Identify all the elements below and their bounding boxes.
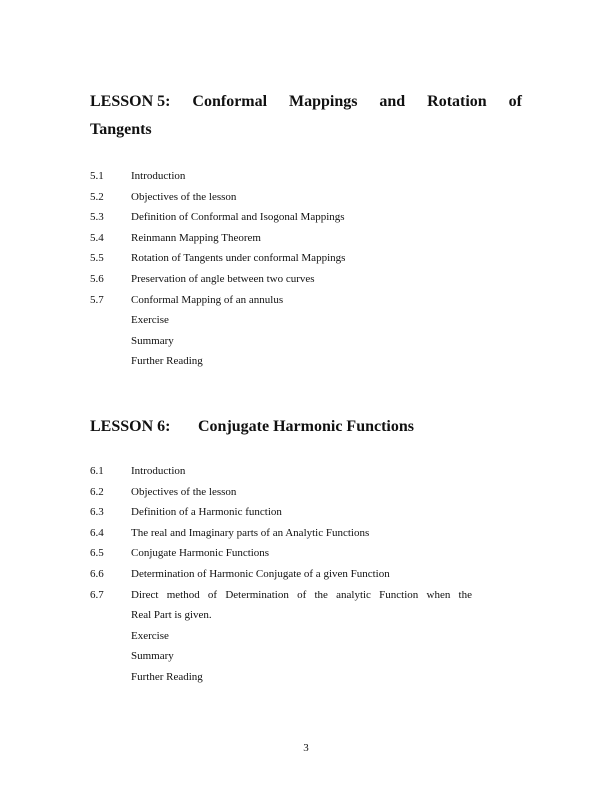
- item-number: 5.5: [90, 252, 104, 265]
- contents-item: [90, 585, 530, 606]
- contents-item: [90, 187, 530, 208]
- lesson-6-heading: [90, 413, 522, 441]
- lesson-5-heading-line1: [90, 88, 522, 116]
- contents-item: [90, 269, 530, 290]
- contents-item: [90, 290, 530, 311]
- item-title: Further Reading: [131, 355, 203, 368]
- item-title: Introduction: [131, 465, 186, 477]
- heading-word: Rotation: [427, 93, 487, 110]
- item-number: 5.4: [90, 231, 104, 244]
- item-title: Reinmann Mapping Theorem: [131, 231, 261, 244]
- contents-item: [90, 646, 530, 667]
- item-number: 5.3: [90, 211, 104, 224]
- lesson-6-title: Conjugate Harmonic Functions: [198, 418, 414, 435]
- item-title: Conformal Mapping of an annulus: [131, 293, 284, 306]
- contents-item: [90, 626, 530, 647]
- item-title: Further Reading: [131, 670, 203, 683]
- lesson-5-heading-line2: Tangents: [90, 121, 152, 138]
- contents-item: [90, 564, 530, 585]
- item-title: Introduction: [131, 170, 186, 182]
- item-number: 6.6: [90, 567, 104, 580]
- item-number: [90, 646, 131, 667]
- item-number: 5.2: [90, 190, 104, 203]
- item-number: [90, 351, 131, 372]
- page-number: 3: [303, 742, 309, 754]
- contents-item: [90, 207, 530, 228]
- item-number: 6.2: [90, 485, 104, 498]
- contents-item: [90, 667, 530, 688]
- lesson-6-contents: [90, 461, 530, 688]
- contents-item-continuation: [90, 605, 530, 626]
- contents-item: [90, 523, 530, 544]
- item-title: Determination of Harmonic Conjugate of a given Function: [131, 567, 390, 580]
- item-number: [90, 331, 131, 352]
- item-number: 5.7: [90, 293, 104, 306]
- heading-word: Mappings: [289, 93, 358, 110]
- item-title: Conjugate Harmonic Functions: [131, 547, 270, 560]
- heading-word: LESSON 5:: [90, 93, 171, 110]
- item-title: Objectives of the lesson: [131, 190, 237, 203]
- heading-word: and: [379, 93, 406, 110]
- item-number: 6.1: [90, 465, 104, 477]
- item-title: Summary: [131, 334, 174, 347]
- heading-word: Conformal: [192, 93, 268, 110]
- item-title: The real and Imaginary parts of an Analytic Functions: [131, 526, 370, 539]
- item-title: Definition of a Harmonic function: [131, 506, 282, 519]
- item-number: 6.5: [90, 547, 104, 560]
- contents-item: [90, 166, 530, 187]
- contents-item: [90, 228, 530, 249]
- lesson-5-contents: [90, 166, 530, 372]
- item-number: [90, 605, 131, 626]
- item-number: 6.7: [90, 588, 104, 601]
- lesson-5-heading: [90, 88, 522, 144]
- item-number: [90, 310, 131, 331]
- contents-item: [90, 248, 530, 269]
- item-title: Summary: [131, 650, 174, 663]
- item-title: Definition of Conformal and Isogonal Mappings: [131, 211, 345, 224]
- contents-item: [90, 310, 530, 331]
- item-title: Preservation of angle between two curves: [131, 272, 315, 285]
- item-number: 6.3: [90, 506, 104, 519]
- contents-item: [90, 461, 530, 482]
- lesson-6-number: LESSON 6:: [90, 418, 171, 435]
- contents-item: [90, 543, 530, 564]
- item-number: 5.1: [90, 170, 104, 182]
- item-number: 6.4: [90, 526, 104, 539]
- contents-item: [90, 482, 530, 503]
- contents-item: [90, 331, 530, 352]
- item-title: Real Part is given.: [131, 609, 212, 622]
- item-number: [90, 667, 131, 688]
- item-title: Direct method of Determination of the analytic Function when the: [131, 588, 472, 601]
- item-number: [90, 626, 131, 647]
- item-number: 5.6: [90, 272, 104, 285]
- item-title: Exercise: [131, 629, 169, 642]
- contents-item: [90, 502, 530, 523]
- heading-word: of: [508, 93, 522, 110]
- item-title: Rotation of Tangents under conformal Mappings: [131, 252, 346, 265]
- item-title: Objectives of the lesson: [131, 485, 237, 498]
- item-title: Exercise: [131, 314, 169, 327]
- contents-item: [90, 351, 530, 372]
